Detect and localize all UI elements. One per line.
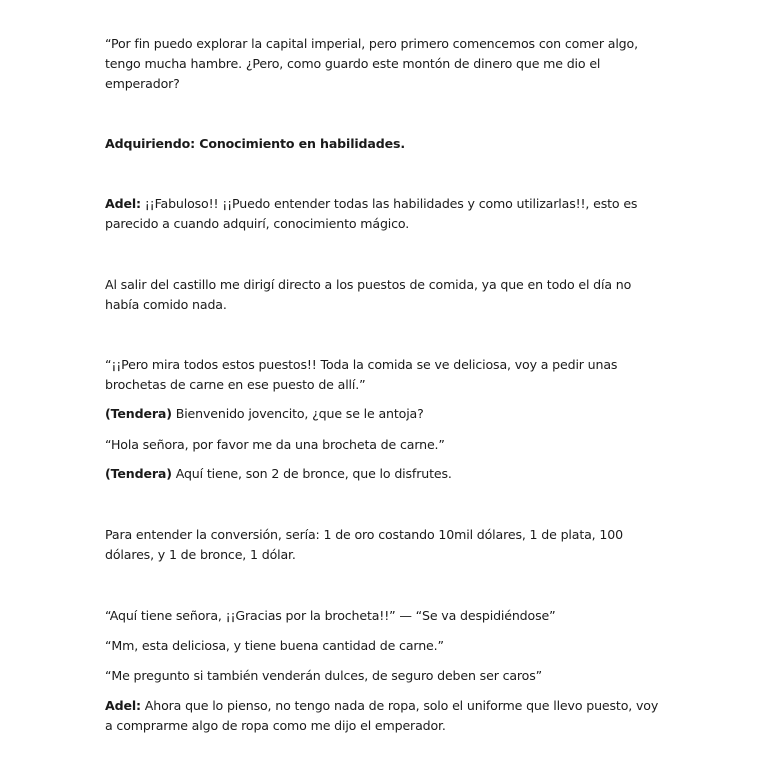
dialogue-paragraph (105, 404, 665, 424)
speaker-label: Adel: (105, 698, 141, 713)
speaker-label: (Tendera) (105, 406, 172, 421)
paragraph-text: Ahora que lo pienso, no tengo nada de ropa, solo el uniforme que llevo puesto, voy a comprarme algo de ropa como me dijo el emperador. (105, 698, 659, 733)
dialogue-paragraph (105, 464, 665, 484)
dialogue-paragraph (105, 194, 665, 234)
thought-paragraph (105, 636, 665, 656)
thought-paragraph (105, 355, 665, 395)
thought-paragraph (105, 666, 665, 686)
notice-text: Adquiriendo: Conocimiento en habilidades. (105, 136, 405, 151)
speaker-label: Adel: (105, 196, 141, 211)
paragraph-text: “¡¡Pero mira todos estos puestos!! Toda la comida se ve deliciosa, voy a pedir unas brochetas de carne en ese puesto de allí.” (105, 357, 618, 392)
narration-paragraph (105, 525, 665, 565)
narration-paragraph (105, 275, 665, 315)
thought-paragraph (105, 435, 665, 455)
paragraph-text: Bienvenido jovencito, ¿que se le antoja? (175, 406, 424, 421)
paragraph-text: Al salir del castillo me dirigí directo a los puestos de comida, ya que en todo el día no había comido nada. (105, 277, 632, 312)
dialogue-paragraph (105, 696, 665, 736)
paragraph-text: “Mm, esta deliciosa, y tiene buena cantidad de carne.” (105, 638, 444, 653)
paragraph-text: Para entender la conversión, sería: 1 de oro costando 10mil dólares, 1 de plata, 100 dólares, y 1 de bronce, 1 dólar. (105, 527, 623, 562)
paragraph-text: “Por fin puedo explorar la capital imperial, pero primero comencemos con comer algo, tengo mucha hambre. ¿Pero, como guardo este montón de dinero que me dio el emperador? (105, 36, 638, 91)
speaker-label: (Tendera) (105, 466, 172, 481)
narration-paragraph (105, 34, 665, 94)
thought-paragraph (105, 606, 665, 626)
paragraph-text: “Aquí tiene señora, ¡¡Gracias por la brocheta!!” — “Se va despidiéndose” (105, 608, 556, 623)
paragraph-text: “Me pregunto si también venderán dulces, de seguro deben ser caros” (105, 668, 543, 683)
paragraph-text: ¡¡Fabuloso!! ¡¡Puedo entender todas las habilidades y como utilizarlas!!, esto es parecido a cuando adquirí, conocimiento mágico. (105, 196, 638, 231)
paragraph-text: “Hola señora, por favor me da una brocheta de carne.” (105, 437, 445, 452)
paragraph-text: Aquí tiene, son 2 de bronce, que lo disfrutes. (175, 466, 452, 481)
skill-acquired-notice (105, 134, 665, 154)
